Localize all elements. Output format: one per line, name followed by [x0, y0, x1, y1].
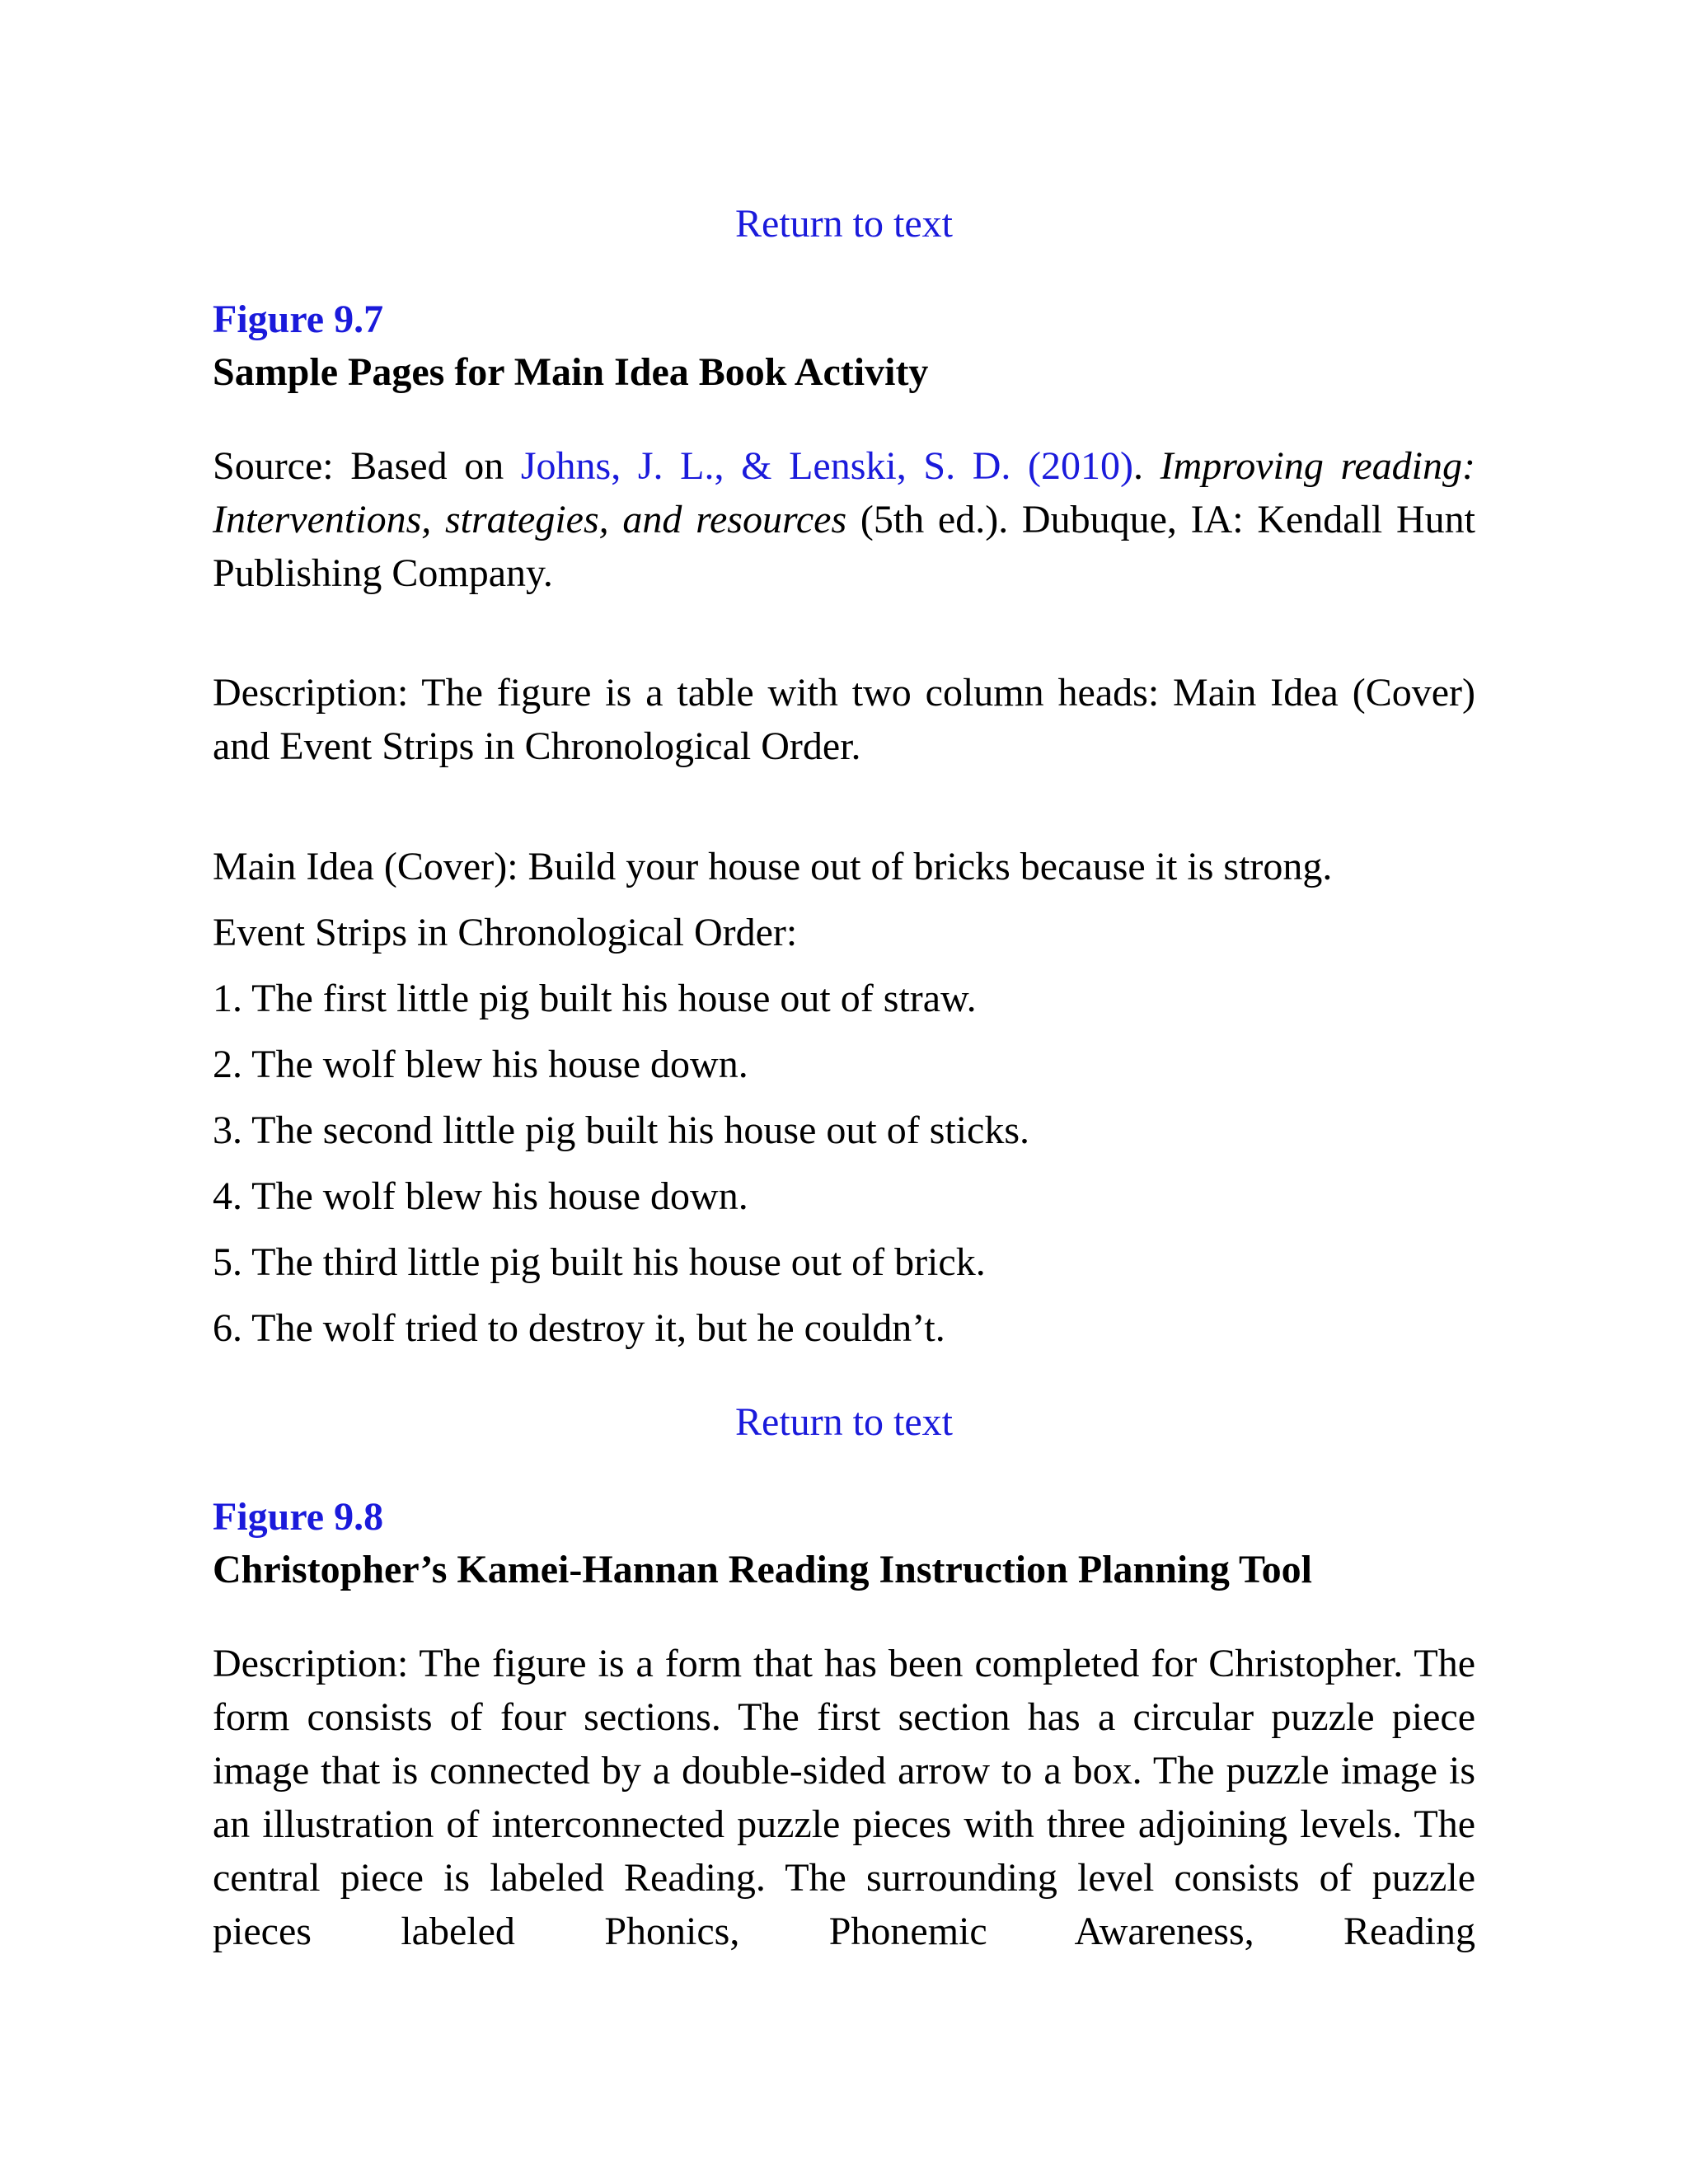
event-strip-item: 1. The first little pig built his house out of straw.: [213, 977, 977, 1020]
events-heading: Event Strips in Chronological Order:: [213, 911, 798, 954]
book-title: Improving reading: Interventions, strategies, and resources: [213, 444, 1475, 541]
return-to-text-link-middle[interactable]: Return to text: [735, 1400, 953, 1444]
main-idea-text: Main Idea (Cover): Build your house out of bricks because it is strong.: [213, 845, 1333, 888]
event-strip-item: 4. The wolf blew his house down.: [213, 1174, 748, 1218]
figure-9-8-title: Christopher’s Kamei-Hannan Reading Instruction Planning Tool: [213, 1548, 1312, 1591]
figure-9-7-title: Sample Pages for Main Idea Book Activity: [213, 350, 929, 394]
figure-9-8-label: Figure 9.8: [213, 1495, 384, 1539]
source-suffix: (5th ed.). Dubuque, IA: Kendall Hunt Publishing Company.: [213, 498, 1475, 595]
figure-9-8-description: Description: The figure is a form that has been completed for Christopher. The form consists of four sections. The first section has a circular puzzle piece image that is connected by a double-sided arrow to a box. The puzzle image is an illustration of interconnected puzzle pieces with three adjoining levels. The central piece is labeled Reading. The surrounding level consists of puzzle pieces labeled Phonics, Phonemic Awareness, Reading: [213, 1642, 1475, 1953]
event-strip-item: 3. The second little pig built his house out of sticks.: [213, 1108, 1030, 1152]
figure-9-7-description: Description: The figure is a table with two column heads: Main Idea (Cover) and Event Strips in Chronological Order.: [213, 671, 1475, 768]
event-strip-item: 2. The wolf blew his house down.: [213, 1043, 748, 1086]
event-strip-item: 5. The third little pig built his house out of brick.: [213, 1240, 986, 1284]
return-to-text-link-top[interactable]: Return to text: [735, 202, 953, 246]
source-after-link: .: [1133, 444, 1160, 488]
figure-9-7-source: [213, 439, 1475, 600]
citation-link[interactable]: Johns, J. L., & Lenski, S. D. (2010): [520, 444, 1133, 488]
source-prefix: Source: Based on: [213, 444, 521, 488]
event-strip-item: 6. The wolf tried to destroy it, but he couldn’t.: [213, 1306, 945, 1350]
figure-9-7-label: Figure 9.7: [213, 298, 384, 341]
